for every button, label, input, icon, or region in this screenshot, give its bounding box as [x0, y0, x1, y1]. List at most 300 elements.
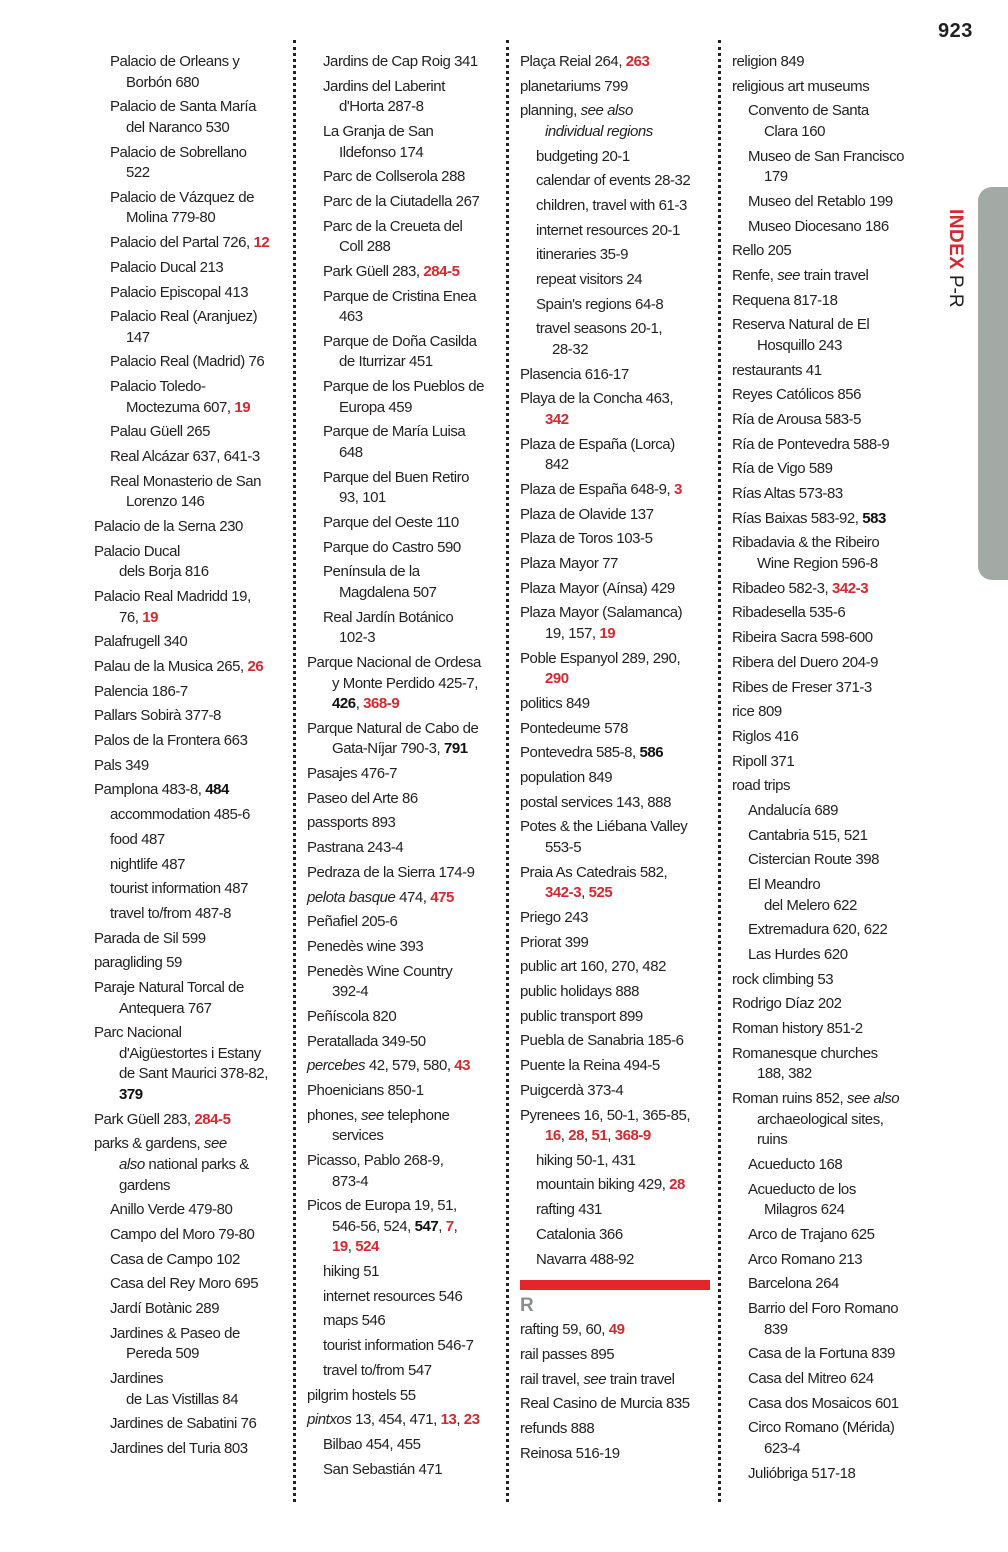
entry-text: travel to/from 487-8 [110, 904, 232, 922]
index-subentry [323, 1311, 507, 1332]
index-entry [520, 579, 720, 600]
index-entry [732, 410, 932, 431]
index-entry [732, 970, 932, 991]
entry-text: La Granja de San Ildefonso 174 [323, 122, 434, 161]
index-column-3 [520, 52, 720, 1468]
entry-text: Acueducto 168 [748, 1155, 843, 1173]
map-page-ref: 23 [463, 1411, 480, 1429]
index-subentry [110, 422, 294, 443]
page-number: 923 [938, 20, 973, 42]
entry-text: 474, [395, 888, 431, 906]
entry-text: Palacio Real (Madrid) 76 [110, 353, 265, 371]
index-entry [520, 101, 720, 142]
index-subentry [110, 188, 294, 229]
index-entry [520, 957, 720, 978]
main-page-ref: 791 [443, 740, 468, 758]
entry-text: refunds 888 [520, 1419, 595, 1437]
entry-text: planning, [520, 102, 581, 120]
entry-text: Ribeira Sacra 598-600 [732, 629, 873, 647]
entry-text: Catalonia 366 [536, 1225, 623, 1243]
entry-text: Jardines & Paseo de Pereda 509 [110, 1324, 240, 1363]
entry-text: Palacio Episcopal 413 [110, 283, 249, 301]
entry-text: Parque del Oeste 110 [323, 514, 459, 531]
entry-text: Palacio de Orleans y Borbón 680 [110, 53, 240, 91]
index-entry [94, 682, 294, 703]
index-entry [94, 978, 294, 1019]
entry-text: Parque de los Pueblos de Europa 459 [323, 378, 484, 416]
index-entry [520, 480, 720, 501]
entry-text: religion 849 [732, 53, 805, 70]
entry-text: Renfe, [732, 267, 778, 284]
italic-term: see [360, 1106, 384, 1124]
entry-text: Jardí Botànic 289 [110, 1300, 220, 1318]
entry-text: 42, 579, 580, [365, 1057, 455, 1075]
entry-text: Ría de Pontevedra 588-9 [732, 435, 890, 453]
entry-text: , [607, 1127, 615, 1145]
italic-term: see [203, 1135, 227, 1153]
index-entry [732, 653, 932, 674]
index-entry [520, 982, 720, 1003]
index-entry [520, 389, 720, 430]
index-entry [94, 657, 294, 678]
index-subentry [323, 513, 507, 534]
index-subentry [110, 377, 294, 418]
entry-text: Parque Natural de Cabo de Gata-Níjar 790-3, [307, 719, 479, 758]
index-subentry [323, 1361, 507, 1382]
entry-text: Peñafiel 205-6 [307, 913, 398, 931]
entry-text: Palacio Real Madridd 19, 76, [94, 588, 251, 626]
index-entry [732, 509, 932, 530]
entry-text: Cantabria 515, 521 [748, 826, 868, 844]
entry-text: Arco de Trajano 625 [748, 1225, 875, 1243]
index-entry [94, 517, 294, 538]
entry-text: Puigcerdà 373-4 [520, 1081, 624, 1099]
entry-text: hiking 51 [323, 1263, 379, 1281]
index-subentry [323, 262, 507, 283]
index-entry [732, 727, 932, 748]
index-subentry [323, 538, 507, 559]
section-letter: R [520, 1295, 534, 1317]
entry-text: postal services 143, 888 [520, 793, 671, 811]
index-subentry [748, 1344, 932, 1365]
index-entry [307, 1196, 507, 1258]
entry-text: Jardines de Sabatini 76 [110, 1415, 257, 1433]
entry-text: tourist information 546-7 [323, 1337, 474, 1355]
map-page-ref: 19 [142, 608, 159, 626]
index-subentry [748, 826, 932, 847]
index-entry [732, 241, 932, 262]
index-subentry [323, 562, 507, 603]
entry-text: Palacio Ducal 213 [110, 258, 224, 276]
index-entry [94, 632, 294, 653]
entry-text: Andalucía 689 [748, 801, 839, 819]
index-entry [732, 52, 932, 73]
entry-text: calendar of events 28-32 [536, 172, 691, 190]
italic-term: see also individual regions [545, 102, 653, 140]
index-entry [732, 315, 932, 356]
index-subentry [748, 1299, 932, 1340]
map-page-ref: 19 [234, 398, 251, 416]
entry-text: , [355, 695, 364, 713]
index-subentry [323, 77, 507, 118]
entry-text: Cistercian Route 398 [748, 851, 880, 869]
index-subentry [536, 319, 720, 360]
index-column-2 [307, 52, 507, 1484]
entry-text: rafting 59, 60, [520, 1321, 609, 1339]
index-subentry [748, 217, 932, 238]
entry-text: Parque Nacional de Ordesa y Monte Perdido 425-7, [307, 653, 481, 692]
entry-text: Pastrana 243-4 [307, 839, 404, 857]
entry-text: Priego 243 [520, 909, 589, 926]
index-subentry [748, 920, 932, 941]
entry-text: Parada de Sil 599 [94, 929, 206, 947]
entry-text: Reyes Católicos 856 [732, 386, 862, 404]
entry-text: public art 160, 270, 482 [520, 958, 666, 976]
map-page-ref: 263 [625, 53, 650, 70]
entry-text: Plaza de Olavide 137 [520, 505, 654, 523]
index-entry [520, 1007, 720, 1028]
entry-text: Parc de la Creueta del Coll 288 [323, 217, 463, 256]
entry-text: travel seasons 20-1, 28-32 [536, 320, 663, 359]
entry-text: Plaza Mayor 77 [520, 555, 618, 573]
index-entry [94, 587, 294, 628]
italic-term: pelota basque [307, 888, 396, 906]
index-entry [520, 505, 720, 526]
entry-text: telephone services [332, 1106, 450, 1145]
index-entry [520, 933, 720, 954]
index-entry [520, 649, 720, 690]
index-subentry [110, 830, 294, 851]
entry-text: Parque do Castro 590 [323, 538, 461, 556]
entry-text: phones, [307, 1106, 361, 1124]
index-subentry [748, 1155, 932, 1176]
italic-term: pintxos [307, 1411, 352, 1429]
index-subentry [536, 221, 720, 242]
index-subentry [748, 1250, 932, 1271]
map-page-ref: 290 [545, 670, 569, 688]
index-column-1 [94, 52, 294, 1464]
entry-text: Palacio de la Serna 230 [94, 518, 243, 536]
index-subentry [323, 468, 507, 509]
entry-text: maps 546 [323, 1312, 386, 1330]
entry-text: Ribadesella 535-6 [732, 604, 846, 622]
entry-text: Park Güell 283, [323, 262, 424, 280]
index-subentry [536, 196, 720, 217]
index-subentry [110, 1369, 294, 1410]
index-subentry [748, 101, 932, 142]
map-page-ref: 475 [430, 888, 454, 906]
index-subentry [748, 850, 932, 871]
index-entry [307, 1007, 507, 1028]
main-page-ref: 547 [414, 1217, 439, 1235]
index-entry [307, 653, 507, 715]
entry-text: Julióbriga 517-18 [748, 1464, 856, 1482]
entry-text: Plaza de España (Lorca) 842 [520, 435, 675, 474]
map-page-ref: 49 [608, 1321, 625, 1339]
index-entry [307, 888, 507, 909]
entry-text: Praia As Catedrais 582, [520, 863, 668, 881]
entry-text: Reinosa 516-19 [520, 1444, 620, 1462]
entry-text: public holidays 888 [520, 983, 640, 1001]
map-page-ref: 342-3 [545, 884, 582, 902]
index-entry [307, 863, 507, 884]
entry-text: Palafrugell 340 [94, 633, 188, 651]
index-subentry [748, 1180, 932, 1221]
index-subentry [536, 270, 720, 291]
map-page-ref: 28 [568, 1127, 585, 1145]
entry-text: Ribadeo 582-3, [732, 579, 832, 597]
index-entry [94, 1110, 294, 1131]
index-subentry [748, 192, 932, 213]
tab-letter-range: P-R [945, 274, 966, 308]
entry-text: budgeting 20-1 [536, 147, 630, 165]
entry-text: Palacio Ducal dels Borja 816 [94, 542, 209, 581]
entry-text: Picasso, Pablo 268-9, 873-4 [307, 1151, 444, 1190]
index-entry [307, 1151, 507, 1192]
index-entry [520, 52, 720, 73]
entry-text: , [560, 1127, 569, 1145]
entry-text: politics 849 [520, 695, 590, 712]
index-entry [94, 756, 294, 777]
index-subentry [110, 1299, 294, 1320]
entry-text: Picos de Europa 19, 51, 546-56, 524, [307, 1197, 457, 1235]
entry-text: Palau Güell 265 [110, 423, 210, 441]
index-entry [520, 719, 720, 740]
main-page-ref: 583 [862, 509, 886, 527]
entry-text: , [438, 1217, 446, 1235]
index-entry [732, 702, 932, 723]
entry-text: food 487 [110, 830, 165, 848]
entry-text: Paraje Natural Torcal de Antequera 767 [94, 978, 244, 1017]
index-entry [732, 1019, 932, 1040]
entry-text: Jardines de Las Vistillas 84 [110, 1370, 239, 1408]
entry-text: train travel [606, 1370, 675, 1388]
index-entry [732, 1044, 932, 1085]
entry-text: Plaza de España 648-9, [520, 481, 674, 498]
entry-text: Parc Nacional d'Aigüestortes i Estany de Sant Maurici 378-82, [94, 1024, 268, 1083]
index-subentry [748, 945, 932, 966]
index-subentry [110, 1225, 294, 1246]
index-subentry [110, 1200, 294, 1221]
entry-text: Casa del Mitreo 624 [748, 1369, 874, 1387]
entry-text: , [584, 1127, 592, 1145]
map-page-ref: 51 [591, 1127, 608, 1145]
index-entry [732, 266, 932, 287]
index-entry [520, 1031, 720, 1052]
index-entry [307, 1386, 507, 1407]
index-entry [732, 77, 932, 98]
tab-section-name: INDEX [945, 209, 966, 270]
entry-text: Rello 205 [732, 242, 792, 260]
index-subentry [748, 147, 932, 188]
entry-text: Parque de Cristina Enea 463 [323, 287, 477, 326]
index-subentry [748, 875, 932, 916]
entry-text: Palau de la Musica 265, [94, 658, 248, 676]
map-page-ref: 26 [247, 658, 264, 676]
entry-text: , [456, 1411, 464, 1429]
entry-text: , [581, 884, 589, 902]
index-subentry [110, 1324, 294, 1365]
index-entry [94, 929, 294, 950]
entry-text: Casa de la Fortuna 839 [748, 1345, 895, 1363]
entry-text: rafting 431 [536, 1201, 602, 1219]
map-page-ref: 284-5 [194, 1110, 231, 1128]
index-subentry [323, 332, 507, 373]
entry-text: Ripoll 371 [732, 752, 795, 770]
index-entry [307, 1410, 507, 1431]
entry-text: internet resources 20-1 [536, 221, 680, 239]
entry-text: Priorat 399 [520, 933, 589, 951]
index-subentry [323, 1435, 507, 1456]
index-subentry [748, 801, 932, 822]
index-entry [520, 793, 720, 814]
index-entry [520, 1370, 720, 1391]
entry-text: 13, 454, 471, [351, 1411, 441, 1429]
index-entry [520, 863, 720, 904]
index-subentry [536, 1250, 720, 1271]
main-page-ref: 426 [332, 695, 356, 713]
index-subentry [748, 1225, 932, 1246]
entry-text: Palacio de Vázquez de Molina 779-80 [110, 188, 254, 227]
index-subentry [536, 1151, 720, 1172]
entry-text: Ría de Vigo 589 [732, 460, 833, 478]
entry-text: rice 809 [732, 703, 782, 721]
entry-text: Pals 349 [94, 756, 149, 774]
index-entry [307, 1106, 507, 1147]
entry-text: Puente la Reina 494-5 [520, 1057, 660, 1075]
entry-text: Peñíscola 820 [307, 1007, 397, 1025]
index-subentry [110, 472, 294, 513]
entry-text: Barrio del Foro Romano 839 [748, 1299, 899, 1338]
index-subentry [748, 1274, 932, 1295]
index-entry [732, 484, 932, 505]
entry-text: Rías Baixas 583-92, [732, 509, 863, 527]
index-subentry [536, 1225, 720, 1246]
index-subentry [110, 1414, 294, 1435]
index-subentry [110, 1274, 294, 1295]
index-subentry [536, 171, 720, 192]
entry-text: Plasencia 616-17 [520, 365, 629, 383]
index-entry [520, 603, 720, 644]
index-subentry [323, 377, 507, 418]
index-entry [94, 731, 294, 752]
map-page-ref: 19 [599, 625, 616, 643]
index-entry [307, 962, 507, 1003]
section-tab-label [945, 208, 965, 328]
index-subentry [323, 422, 507, 463]
map-page-ref: 13 [440, 1411, 457, 1429]
index-entry [732, 361, 932, 382]
italic-term: percebes [307, 1057, 366, 1075]
index-entry [520, 1320, 720, 1341]
entry-text: Acueducto de los Milagros 624 [748, 1180, 856, 1219]
entry-text: Poble Espanyol 289, 290, [520, 649, 681, 667]
entry-text: Roman ruins 852, [732, 1090, 847, 1107]
map-page-ref: 284-5 [423, 262, 460, 280]
entry-text: Arco Romano 213 [748, 1250, 863, 1268]
index-subentry [110, 52, 294, 93]
index-subentry [110, 879, 294, 900]
entry-text: Phoenicians 850-1 [307, 1081, 424, 1099]
entry-text: Palos de la Frontera 663 [94, 732, 248, 750]
index-entry [732, 678, 932, 699]
map-page-ref: 16 [545, 1127, 561, 1145]
index-subentry [536, 245, 720, 266]
index-entry [307, 1056, 507, 1077]
entry-text: Las Hurdes 620 [748, 945, 848, 963]
entry-text: itineraries 35-9 [536, 246, 629, 264]
entry-text: Real Monasterio de San Lorenzo 146 [110, 472, 262, 511]
entry-text: planetariums 799 [520, 77, 628, 95]
entry-text: parks & gardens, [94, 1135, 204, 1153]
index-subentry [323, 192, 507, 213]
entry-text: Rías Altas 573-83 [732, 485, 843, 503]
entry-text: Park Güell 283, [94, 1110, 195, 1128]
index-subentry [110, 352, 294, 373]
index-entry [520, 435, 720, 476]
entry-text: Real Alcázar 637, 641-3 [110, 448, 260, 466]
entry-text: Ribes de Freser 371-3 [732, 678, 872, 696]
entry-text: San Sebastián 471 [323, 1460, 443, 1478]
italic-term: see also [846, 1090, 900, 1107]
entry-text: Anillo Verde 479-80 [110, 1201, 233, 1219]
entry-text: Puebla de Sanabria 185-6 [520, 1032, 684, 1050]
index-entry [520, 743, 720, 764]
italic-term: see [583, 1370, 607, 1388]
entry-text: accommodation 485-6 [110, 806, 250, 824]
index-entry [732, 994, 932, 1015]
map-page-ref: 342 [545, 411, 569, 429]
section-thumb-tab [978, 187, 1008, 580]
entry-text: Casa de Campo 102 [110, 1250, 240, 1268]
index-entry [520, 529, 720, 550]
index-subentry [110, 143, 294, 184]
map-page-ref: 3 [673, 481, 682, 498]
entry-text: road trips [732, 777, 791, 795]
entry-text: rail travel, [520, 1370, 584, 1388]
index-entry [520, 817, 720, 858]
entry-text: Paseo del Arte 86 [307, 789, 418, 807]
entry-text: train travel [800, 267, 869, 284]
entry-text: Jardins de Cap Roig 341 [323, 53, 478, 70]
entry-text: Extremadura 620, 622 [748, 921, 888, 939]
index-entry [94, 706, 294, 727]
entry-text: Palacio del Partal 726, [110, 234, 254, 252]
map-page-ref: 19 [332, 1238, 348, 1256]
entry-text: Plaza Mayor (Salamanca) 19, 157, [520, 604, 683, 643]
entry-text: Palencia 186-7 [94, 682, 188, 700]
entry-text: mountain biking 429, [536, 1176, 670, 1194]
section-heading [520, 1280, 720, 1318]
entry-text: repeat visitors 24 [536, 271, 643, 289]
entry-text: national parks & gardens [119, 1156, 249, 1194]
entry-text: Peratallada 349-50 [307, 1032, 426, 1050]
entry-text: , [347, 1238, 356, 1256]
index-subentry [323, 217, 507, 258]
index-entry [94, 1134, 294, 1196]
entry-text: Parque de Doña Casilda de Iturrizar 451 [323, 332, 477, 371]
index-entry [520, 365, 720, 386]
entry-text: population 849 [520, 769, 613, 787]
index-entry [732, 579, 932, 600]
entry-text: paragliding 59 [94, 954, 182, 972]
entry-text: travel to/from 547 [323, 1361, 432, 1379]
entry-text: religious art museums [732, 77, 870, 95]
entry-text: Ribadavia & the Ribeiro Wine Region 596-8 [732, 534, 880, 573]
entry-text: Casa del Rey Moro 695 [110, 1275, 259, 1293]
entry-text: Real Jardín Botánico 102-3 [323, 608, 454, 647]
entry-text: Pontevedra 585-8, [520, 744, 640, 762]
